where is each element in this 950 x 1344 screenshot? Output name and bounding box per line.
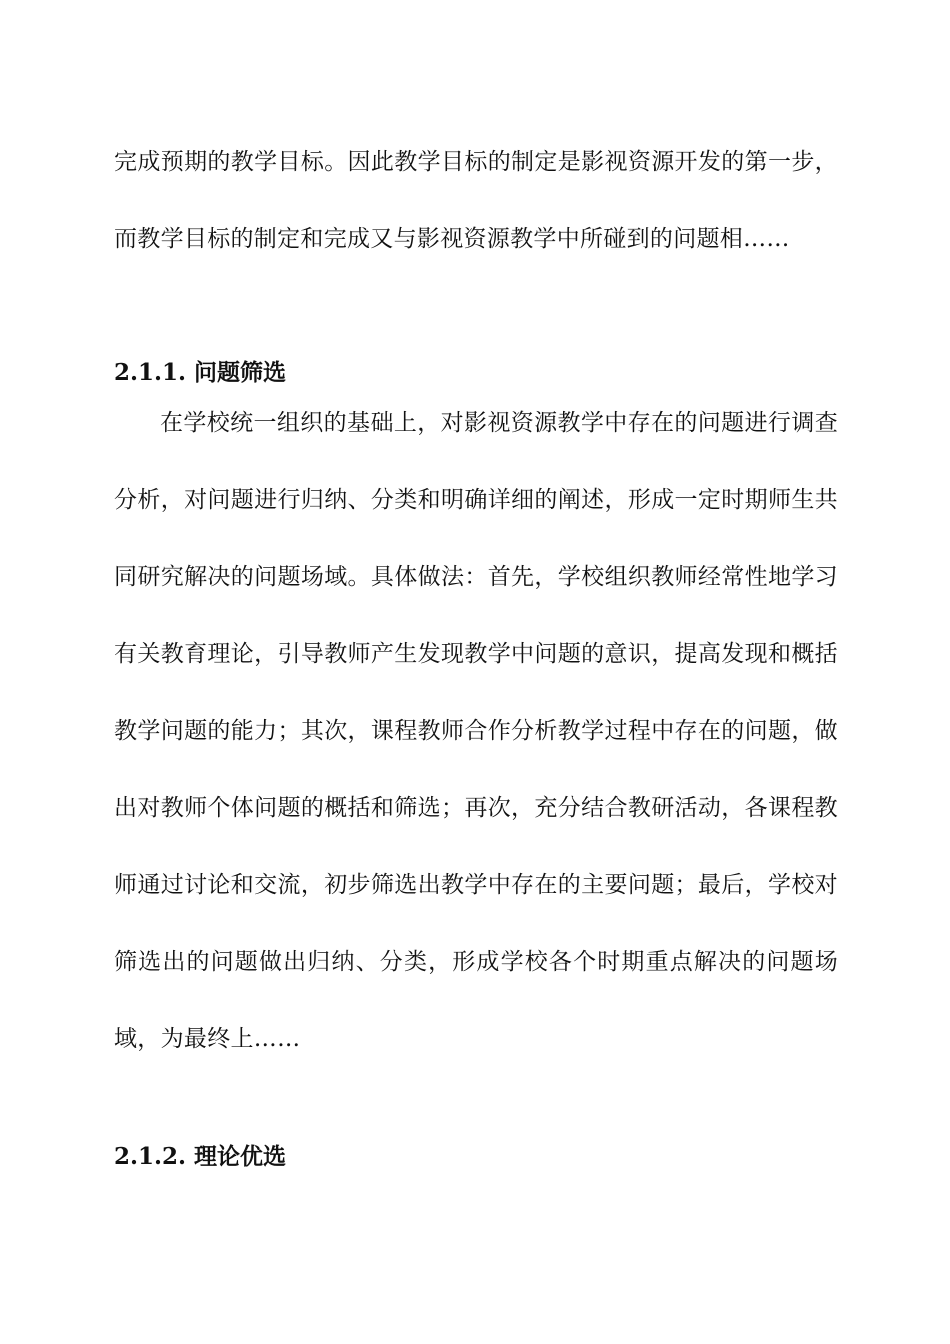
section-heading-2-1-1 bbox=[114, 358, 286, 388]
section-title: 问题筛选 bbox=[194, 359, 287, 386]
paragraph-intro-block bbox=[114, 124, 838, 278]
paragraph-intro: 完成预期的教学目标。因此教学目标的制定是影视资源开发的第一步，而教学目标的制定和完成又与影视资源教学中所碰到的问题相…… bbox=[114, 149, 838, 252]
paragraph-body-block bbox=[114, 385, 838, 1078]
section-title: 理论优选 bbox=[194, 1143, 287, 1170]
section-number: 2.1.2. bbox=[114, 1143, 187, 1170]
section-number: 2.1.1. bbox=[114, 359, 187, 386]
section-heading-2-1-2 bbox=[114, 1142, 286, 1172]
paragraph-problem-screening: 在学校统一组织的基础上，对影视资源教学中存在的问题进行调查分析，对问题进行归纳、分类和明确详细的阐述，形成一定时期师生共同研究解决的问题场域。具体做法：首先，学校组织教师经常性地学习有关教育理论，引导教师产生发现教学中问题的意识，提高发现和概括教学问题的能力；其次，课程教师合作分析教学过程中存在的问题，做出对教师个体问题的概括和筛选；再次，充分结合教研活动，各课程教师通过讨论和交流，初步筛选出教学中存在的主要问题；最后，学校对筛选出的问题做出归纳、分类，形成学校各个时期重点解决的问题场域，为最终上…… bbox=[114, 410, 838, 1052]
